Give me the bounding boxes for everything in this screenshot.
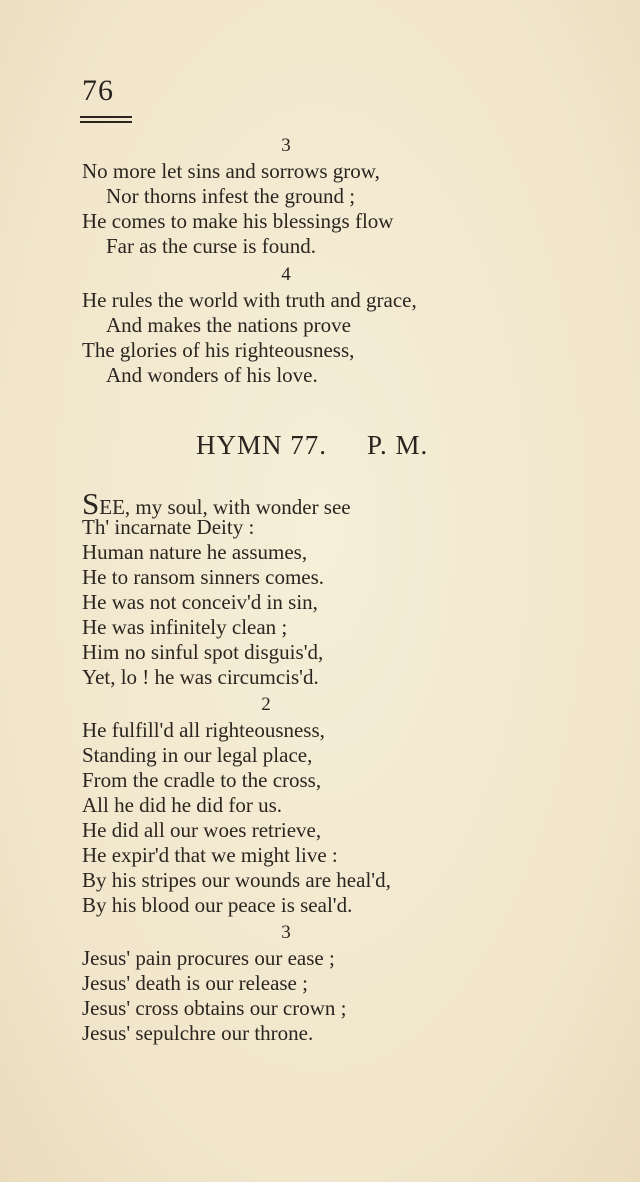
verse-line: Standing in our legal place, [82, 743, 313, 767]
verse-line: Yet, lo ! he was circumcis'd. [82, 665, 319, 689]
verse-line: He expir'd that we might live : [82, 843, 338, 867]
page-number: 76 [82, 74, 114, 107]
verse-line: By his blood our peace is seal'd. [82, 893, 353, 917]
verse-line: He fulfill'd all righteousness, [82, 718, 325, 742]
header-rule [80, 116, 132, 118]
verse-line: He to ransom sinners comes. [82, 565, 325, 589]
verse-line: Jesus' cross obtains our crown ; [82, 996, 347, 1020]
header-rule [80, 121, 132, 123]
verse-line: Th' incarnate Deity : [82, 515, 255, 539]
verse-line: All he did he did for us. [82, 793, 283, 817]
verse-line: Far as the curse is found. [106, 234, 316, 258]
hymn-number: HYMN 77. [196, 430, 328, 460]
verse-line: He was not conceiv'd in sin, [82, 590, 318, 614]
drop-cap-letter: S [82, 486, 100, 521]
verse-line: And makes the nations prove [106, 313, 351, 337]
stanza-number: 3 [281, 922, 291, 943]
verse-line: The glories of his righteousness, [82, 338, 355, 362]
verse-line: He did all our woes retrieve, [82, 818, 322, 842]
verse-line: Nor thorns infest the ground ; [106, 184, 356, 208]
verse-line: He was infinitely clean ; [82, 615, 288, 639]
verse-line: Human nature he assumes, [82, 540, 308, 564]
hymn-meter: P. M. [367, 430, 429, 460]
stanza-number: 2 [261, 694, 271, 715]
verse-line: Jesus' sepulchre our throne. [82, 1021, 314, 1045]
first-line-text: EE, my soul, with wonder see [99, 495, 351, 519]
verse-line: From the cradle to the cross, [82, 768, 322, 792]
verse-line: He rules the world with truth and grace, [82, 288, 417, 312]
verse-line: And wonders of his love. [106, 363, 318, 387]
stanza-number: 4 [281, 264, 291, 285]
hymn-title [196, 430, 428, 461]
verse-line: No more let sins and sorrows grow, [82, 159, 380, 183]
verse-line: Jesus' pain procures our ease ; [82, 946, 335, 970]
verse-line: Jesus' death is our release ; [82, 971, 308, 995]
verse-line: By his stripes our wounds are heal'd, [82, 868, 391, 892]
verse-line: Him no sinful spot disguis'd, [82, 640, 324, 664]
verse-line: He comes to make his blessings flow [82, 209, 394, 233]
stanza-number: 3 [281, 135, 291, 156]
